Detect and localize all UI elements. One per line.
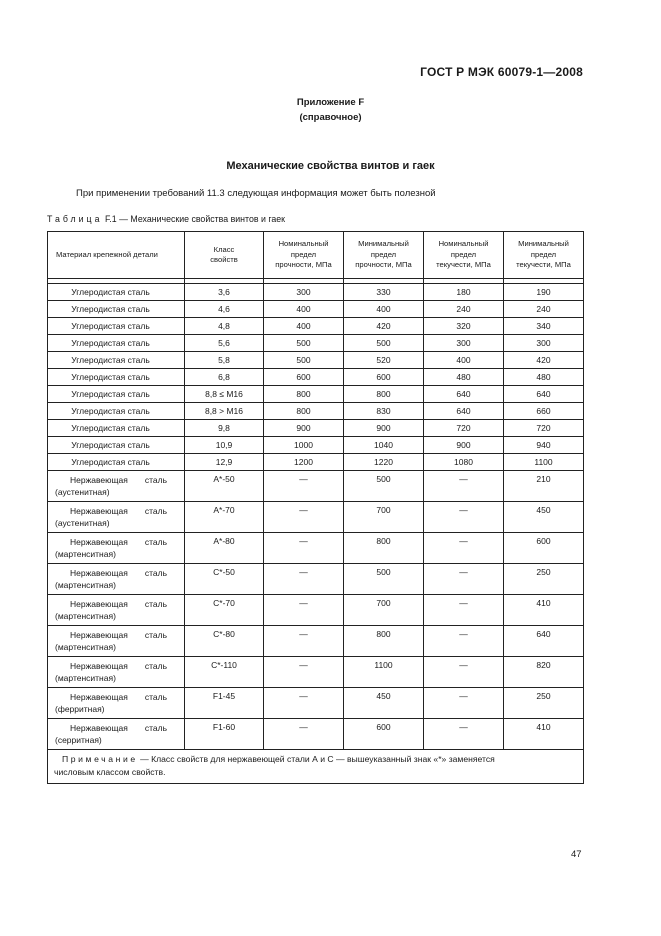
header-material: Материал крепежной детали (48, 232, 185, 279)
intro-text: При применении требований 11.3 следующая информация может быть полезной (76, 188, 436, 199)
section-title: Механические свойства винтов и гаек (226, 160, 435, 172)
table-row: Нержавеющая сталь (мартенситная) C*-80 — 800 — 640 (48, 626, 584, 657)
table-note-row (48, 750, 584, 784)
table-row: Углеродистая сталь 5,8 500 520 400 420 (48, 352, 584, 369)
table-row: Нержавеющая сталь (мартенситная) C*-110 — 1100 — 820 (48, 657, 584, 688)
table-row: Нержавеющая сталь (мартенситная) C*-70 — 700 — 410 (48, 595, 584, 626)
table-row: Углеродистая сталь 4,6 400 400 240 240 (48, 301, 584, 318)
table-caption (47, 214, 285, 224)
annex-heading (0, 95, 661, 125)
header-class: Класс свойств (185, 232, 264, 279)
annex-subtitle: (справочное) (299, 112, 362, 123)
table-row: Углеродистая сталь 9,8 900 900 720 720 (48, 420, 584, 437)
note-text-line-2: числовым классом свойств. (54, 767, 166, 777)
table-row: Углеродистая сталь 8,8 ≤ M16 800 800 640 640 (48, 386, 584, 403)
table-note (48, 750, 584, 784)
table-row: Углеродистая сталь 12,9 1200 1220 1080 1100 (48, 454, 584, 471)
table-row: Нержавеющая сталь (серритная) F1-60 — 600 — 410 (48, 719, 584, 750)
table-row: Нержавеющая сталь (мартенситная) A*-80 — 800 — 600 (48, 533, 584, 564)
table-row: Нержавеющая сталь (аустенитная) A*-50 — 500 — 210 (48, 471, 584, 502)
table-row: Нержавеющая сталь (ферритная) F1-45 — 450 — 250 (48, 688, 584, 719)
page-number: 47 (571, 849, 582, 860)
note-text-line-1: — Класс свойств для нержавеющей стали А и С — вышеуказанный знак «*» заменяется (140, 754, 495, 764)
standard-code: ГОСТ Р МЭК 60079-1—2008 (420, 65, 583, 79)
table-caption-text: — Механические свойства винтов и гаек (119, 214, 285, 224)
annex-title: Приложение F (296, 97, 365, 108)
table-caption-number: F.1 (104, 214, 117, 224)
table-row: Углеродистая сталь 8,8 > M16 800 830 640 660 (48, 403, 584, 420)
table-row: Углеродистая сталь 5,6 500 500 300 300 (48, 335, 584, 352)
properties-table (47, 231, 584, 784)
table-row: Углеродистая сталь 10,9 1000 1040 900 940 (48, 437, 584, 454)
table-row: Нержавеющая сталь (мартенситная) C*-50 — 500 — 250 (48, 564, 584, 595)
table-row: Углеродистая сталь 3,6 300 330 180 190 (48, 284, 584, 301)
table-row: Углеродистая сталь 6,8 600 600 480 480 (48, 369, 584, 386)
table-header-row (48, 232, 584, 279)
header-nominal-yield: Номинальный предел текучести, МПа (424, 232, 504, 279)
table-row: Нержавеющая сталь (аустенитная) A*-70 — 700 — 450 (48, 502, 584, 533)
header-nominal-strength: Номинальный предел прочности, МПа (264, 232, 344, 279)
note-label: Примечание (62, 754, 138, 764)
table-caption-label: Таблица (47, 214, 103, 224)
table-row: Углеродистая сталь 4,8 400 420 320 340 (48, 318, 584, 335)
header-minimum-yield: Минимальный предел текучести, МПа (504, 232, 584, 279)
header-minimum-strength: Минимальный предел прочности, МПа (344, 232, 424, 279)
